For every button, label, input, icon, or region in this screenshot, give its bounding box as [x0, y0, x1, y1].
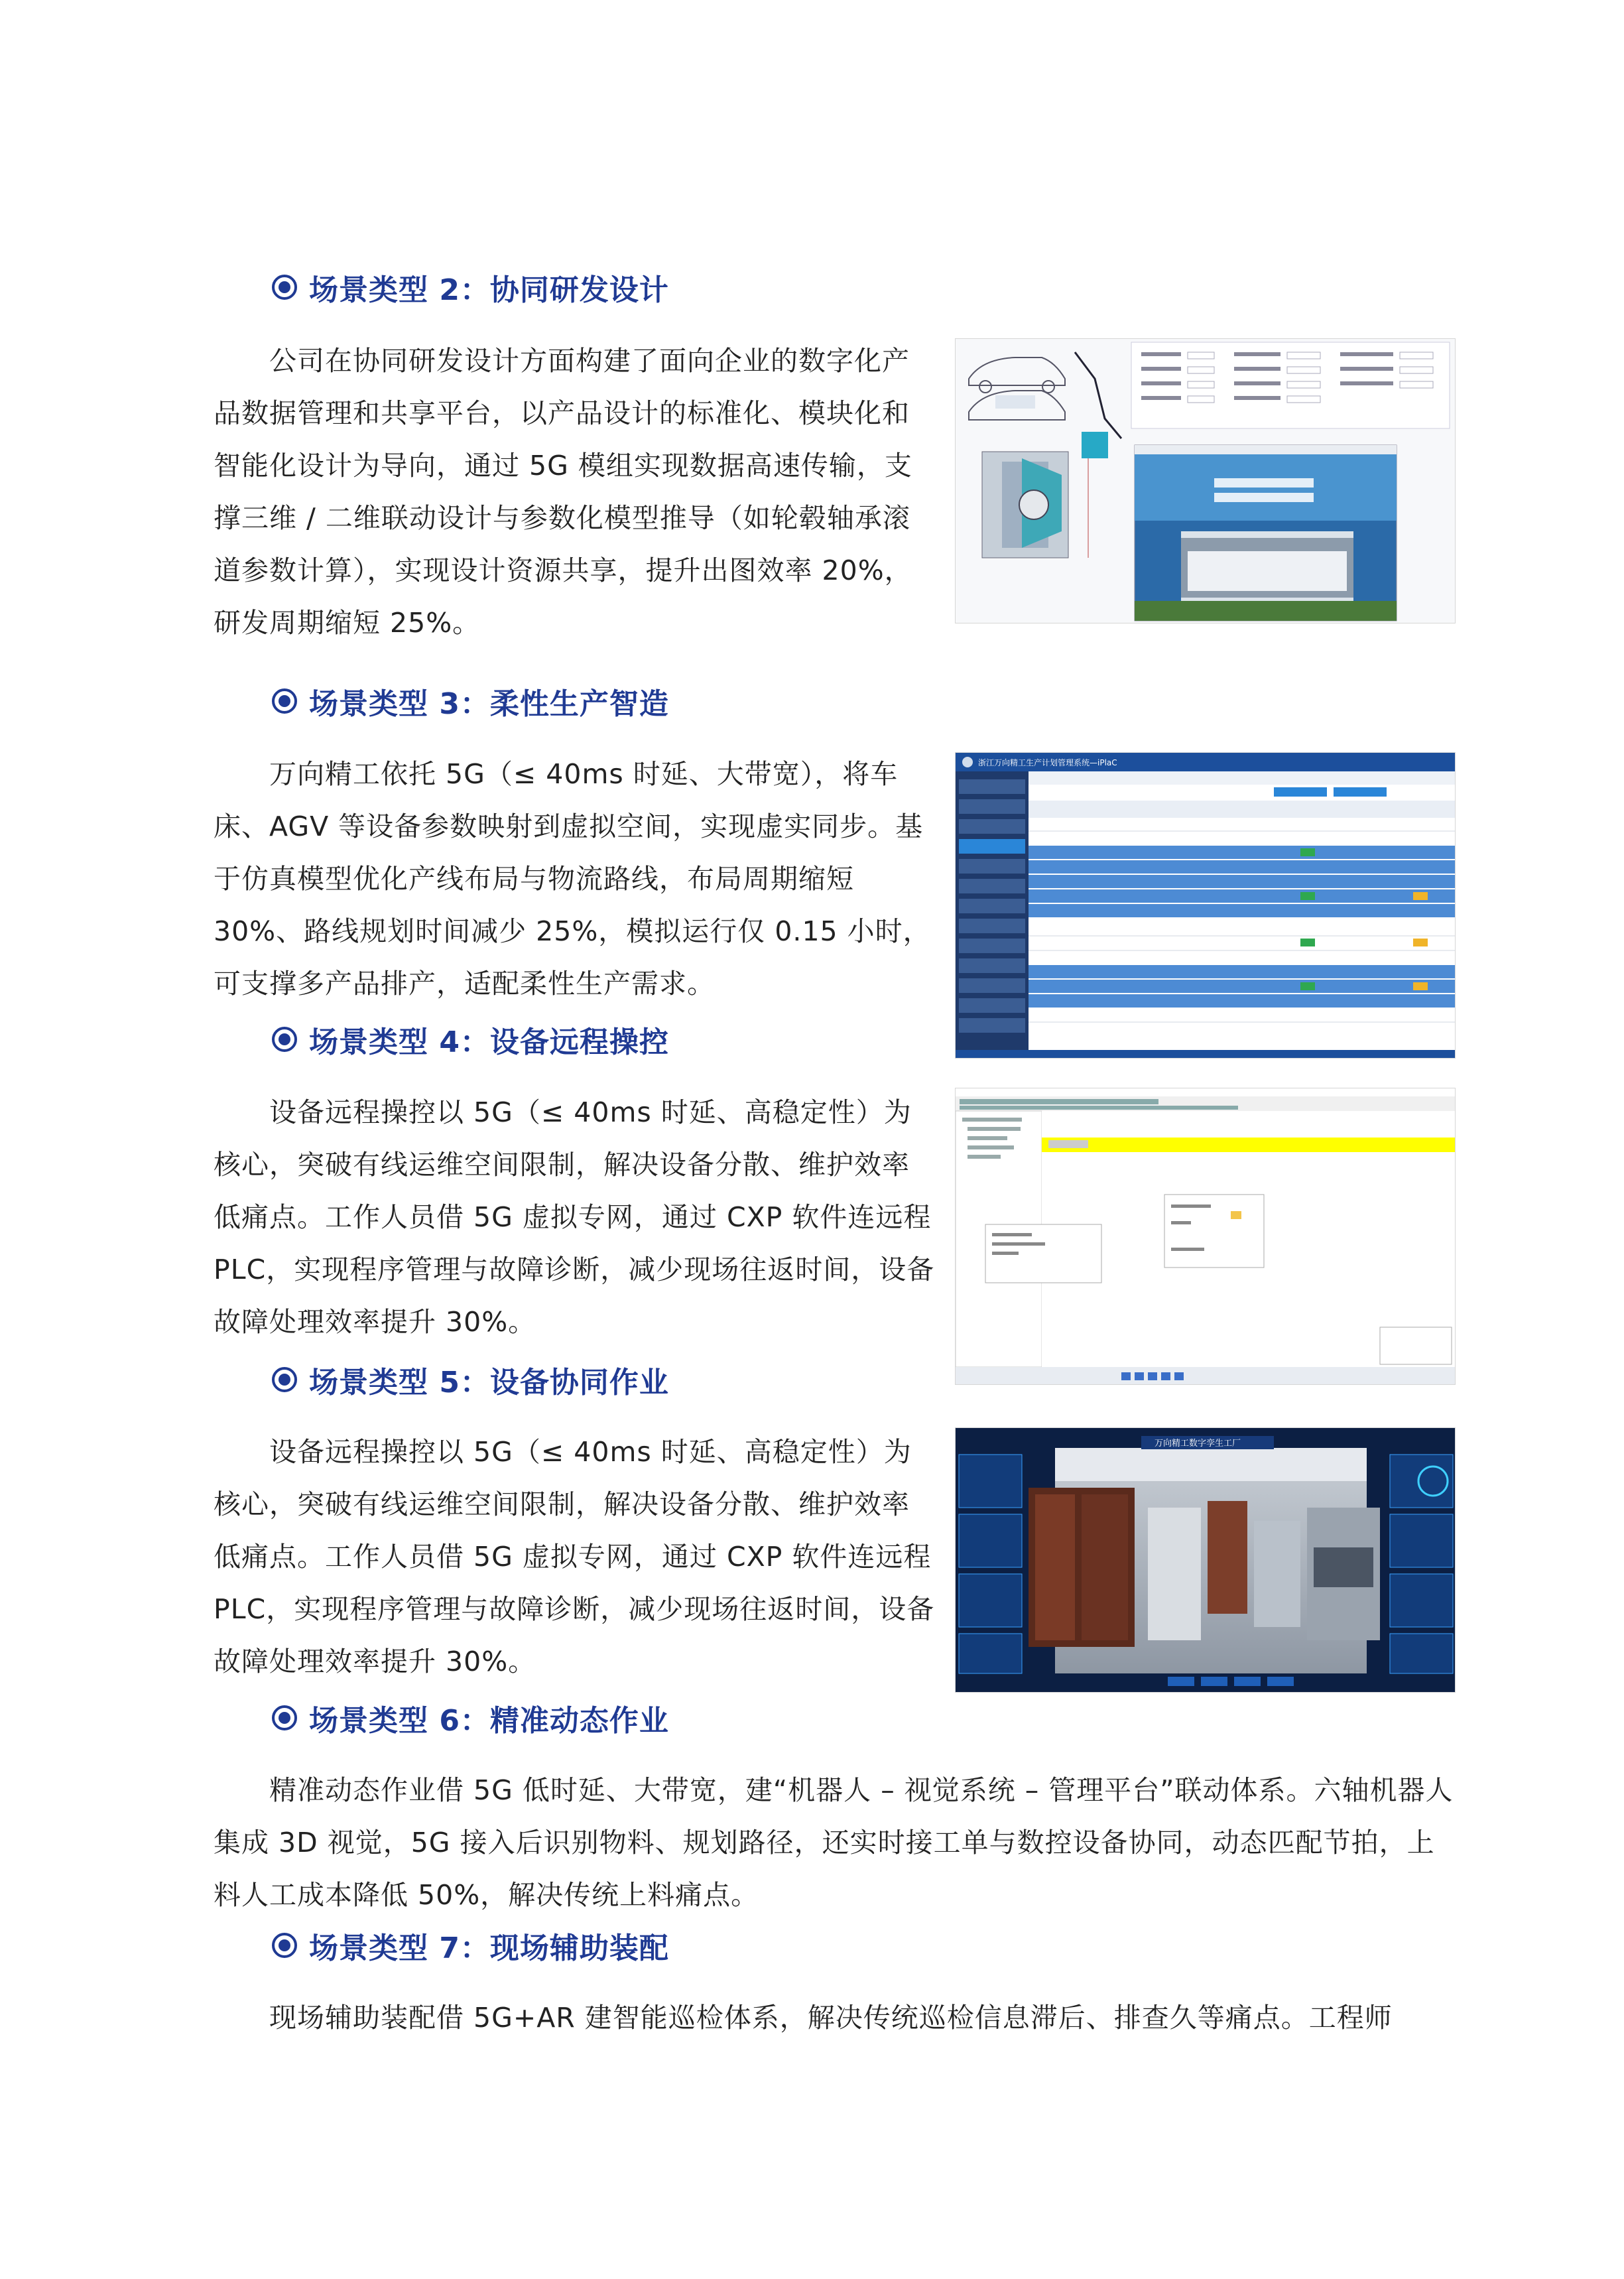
heading-text: 场景类型 2：协同研发设计: [309, 273, 669, 307]
paragraph-text: 现场辅助装配借 5G+AR 建智能巡检体系，解决传统巡检信息滞后、排查久等痛点。工程师: [269, 2002, 1393, 2034]
heading-text: 场景类型 6：精准动态作业: [309, 1704, 669, 1738]
circle-bullet-icon: [272, 1027, 297, 1052]
section-heading-6: [272, 1695, 669, 1741]
plc-software-screenshot: [955, 1088, 1456, 1385]
paragraph-text: 精准动态作业借 5G 低时延、大带宽，建“机器人 – 视觉系统 – 管理平台”联动体系。六轴机器人集成 3D 视觉，5G 接入后识别物料、规划路径，还实时接工单与数控设备协同，动态匹配节拍，上料人工成本降低 50%，解决传统上料痛点。: [214, 1774, 1454, 1911]
mes-title: 浙江万向精工生产计划管理系统—iPlaC: [978, 758, 1117, 767]
design-drawing: [956, 339, 1456, 623]
twin-title: 万向精工数字孪生工厂: [1155, 1439, 1241, 1449]
circle-bullet-icon: [272, 1705, 297, 1730]
paragraph-6: [214, 1764, 1460, 1921]
section-heading-5: [272, 1356, 669, 1403]
circle-bullet-icon: [272, 275, 297, 300]
paragraph-4: [214, 1086, 936, 1348]
circle-bullet-icon: [272, 688, 297, 714]
heading-text: 场景类型 7：现场辅助装配: [309, 1931, 669, 1965]
section-heading-7: [272, 1922, 669, 1969]
digital-twin-screenshot: [955, 1427, 1456, 1693]
circle-bullet-icon: [272, 1367, 297, 1392]
paragraph-text: 设备远程操控以 5G（≤ 40ms 时延、高稳定性）为核心，突破有线运维空间限制，解决设备分散、维护效率低痛点。工作人员借 5G 虚拟专网，通过 CXP 软件连远程 PLC，实现程序管理与故障诊断，减少现场往返时间，设备故障处理效率提升 30%。: [214, 1096, 935, 1338]
paragraph-text: 万向精工依托 5G（≤ 40ms 时延、大带宽），将车床、AGV 等设备参数映射到虚拟空间，实现虚实同步。基于仿真模型优化产线布局与物流路线，布局周期缩短 30%、路线规划时间减少 25%，模拟运行仅 0.15 小时，可支撑多产品排产，适配柔性生产需求。: [214, 758, 931, 1000]
paragraph-3: [214, 748, 936, 1010]
paragraph-5: [214, 1426, 936, 1688]
heading-text: 场景类型 5：设备协同作业: [309, 1366, 669, 1400]
production-plan-screenshot: [955, 752, 1456, 1059]
paragraph-2: [214, 335, 936, 649]
paragraph-7: [214, 1992, 1460, 2044]
paragraph-text: 公司在协同研发设计方面构建了面向企业的数字化产品数据管理和共享平台，以产品设计的标准化、模块化和智能化设计为导向，通过 5G 模组实现数据高速传输，支撑三维 / 二维联动设计与参数化模型推导（如轮毂轴承滚道参数计算），实现设计资源共享，提升出图效率 20%，研发周期缩短 25%。: [214, 345, 912, 639]
section-heading-2: [272, 264, 669, 310]
heading-text: 场景类型 4：设备远程操控: [309, 1025, 669, 1059]
paragraph-text: 设备远程操控以 5G（≤ 40ms 时延、高稳定性）为核心，突破有线运维空间限制，解决设备分散、维护效率低痛点。工作人员借 5G 虚拟专网，通过 CXP 软件连远程 PLC，实现程序管理与故障诊断，减少现场往返时间，设备故障处理效率提升 30%。: [214, 1436, 935, 1677]
section-heading-4: [272, 1016, 669, 1063]
heading-text: 场景类型 3：柔性生产智造: [309, 687, 669, 721]
circle-bullet-icon: [272, 1933, 297, 1958]
section-heading-3: [272, 678, 669, 724]
design-software-screenshot: [955, 338, 1456, 623]
